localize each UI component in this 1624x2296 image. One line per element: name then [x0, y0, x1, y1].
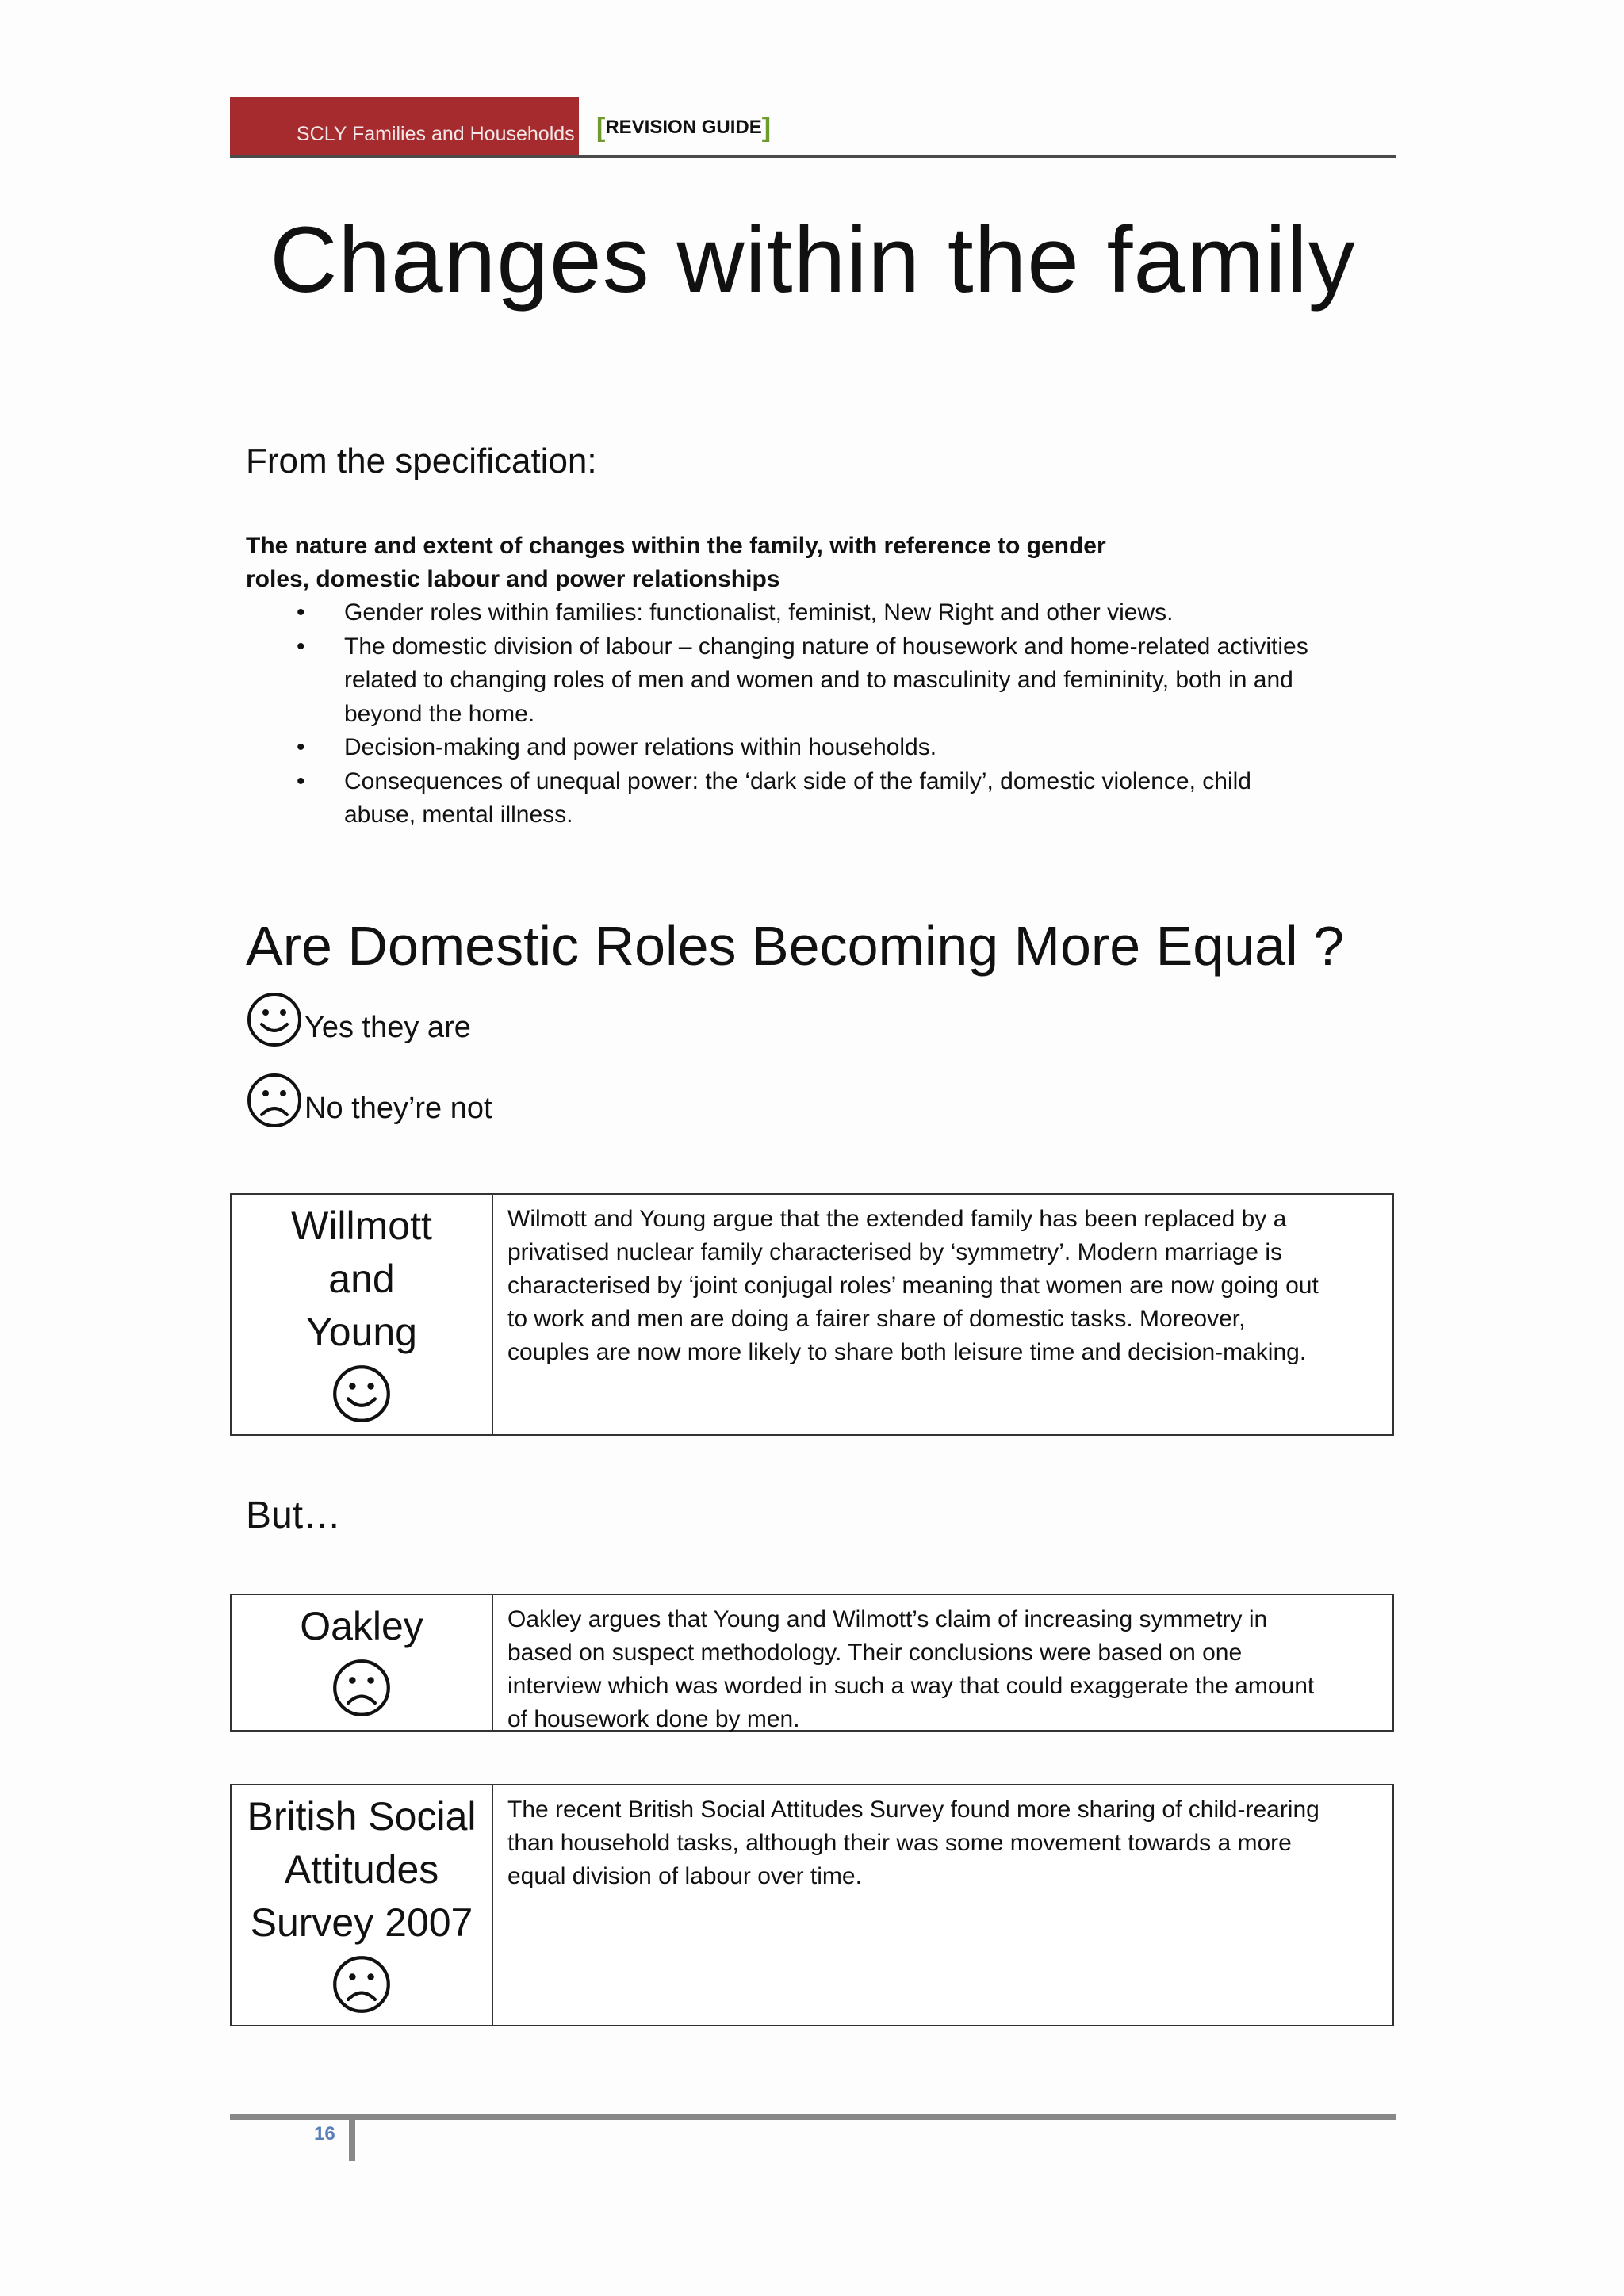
list-item-line: beyond the home. — [344, 700, 535, 727]
smiley-face-icon — [246, 991, 303, 1048]
list-item-line: Consequences of unequal power: the ‘dark side of the family’, domestic violence, child — [344, 767, 1251, 794]
source-name-line: Survey 2007 — [250, 1900, 473, 1945]
list-item-line: The domestic division of labour – changing nature of housework and home-related activities — [344, 633, 1308, 660]
source-name-line: British Social — [247, 1794, 477, 1839]
footer-tick — [349, 2114, 355, 2161]
list-item-line: related to changing roles of men and women and to masculinity and femininity, both in and — [344, 667, 1293, 693]
source-name-line: Oakley — [300, 1604, 423, 1648]
spec-bold-line: The nature and extent of changes within the family, with reference to gender — [246, 533, 1106, 559]
answer-no-text: No they’re not — [304, 1092, 492, 1125]
answer-no — [246, 1072, 492, 1129]
list-item — [246, 630, 1396, 732]
but-text: But… — [246, 1494, 342, 1536]
bullet-icon: • — [297, 767, 305, 794]
evidence-text-cell — [493, 1195, 1392, 1434]
evidence-text-line: characterised by ‘joint conjugal roles’ meaning that women are now going out — [508, 1272, 1319, 1299]
list-item-line: abuse, mental illness. — [344, 802, 573, 828]
evidence-text-line: of housework done by men. — [508, 1706, 800, 1732]
source-name-line: and — [328, 1257, 395, 1301]
evidence-table-bsa-survey — [230, 1784, 1394, 2026]
bracket-close: ] — [761, 112, 772, 143]
evidence-text-line: couples are now more likely to share both leisure time and decision-making. — [508, 1339, 1307, 1365]
evidence-text-cell — [493, 1595, 1392, 1730]
evidence-text-line: interview which was worded in such a way that could exaggerate the amount — [508, 1673, 1315, 1699]
footer-rule — [230, 2114, 1396, 2120]
bracket-open: [ — [596, 112, 606, 143]
frowning-face-icon — [331, 1954, 392, 2015]
page-number: 16 — [314, 2123, 335, 2145]
list-item — [246, 596, 1396, 630]
evidence-source-cell — [232, 1785, 493, 2025]
header-guide-label — [596, 109, 771, 146]
source-name-line: Young — [306, 1310, 417, 1354]
evidence-text-line: based on suspect methodology. Their conclusions were based on one — [508, 1640, 1243, 1666]
evidence-text-line: Wilmott and Young argue that the extended family has been replaced by a — [508, 1206, 1287, 1232]
header-rule — [230, 155, 1396, 158]
spec-heading: From the specification: — [246, 442, 597, 480]
evidence-source-cell — [232, 1595, 493, 1730]
section-heading: Are Domestic Roles Becoming More Equal ? — [246, 915, 1345, 977]
frowning-face-icon — [246, 1072, 303, 1129]
evidence-text-line: privatised nuclear family characterised by ‘symmetry’. Modern marriage is — [508, 1239, 1282, 1265]
evidence-text-cell — [493, 1785, 1392, 2025]
answer-yes-text: Yes they are — [304, 1011, 471, 1044]
header-course-banner — [230, 97, 579, 155]
evidence-text-line: Oakley argues that Young and Wilmott’s claim of increasing symmetry in — [508, 1606, 1268, 1632]
revision-guide-text: REVISION GUIDE — [605, 117, 762, 138]
evidence-text-line: equal division of labour over time. — [508, 1863, 862, 1889]
frowning-face-icon — [331, 1658, 392, 1718]
smiley-face-icon — [331, 1364, 392, 1424]
evidence-table-oakley — [230, 1594, 1394, 1732]
header-course-title: SCLY Families and Households — [297, 123, 575, 145]
evidence-table-willmott-young — [230, 1193, 1394, 1436]
bullet-icon: • — [297, 599, 305, 626]
evidence-text-line: The recent British Social Attitudes Survey found more sharing of child-rearing — [508, 1797, 1320, 1823]
page-title: Changes within the family — [270, 208, 1356, 312]
spec-bold-statement — [246, 530, 1388, 596]
evidence-text-line: than household tasks, although their was some movement towards a more — [508, 1830, 1292, 1856]
source-name-line: Willmott — [291, 1203, 432, 1248]
bullet-icon: • — [297, 734, 305, 760]
list-item-line: Decision-making and power relations within households. — [344, 734, 937, 760]
bullet-icon: • — [297, 633, 305, 660]
answer-yes — [246, 991, 471, 1048]
spec-bullet-list — [246, 596, 1396, 832]
spec-bold-line: roles, domestic labour and power relationships — [246, 566, 780, 592]
evidence-source-cell — [232, 1195, 493, 1434]
source-name-line: Attitudes — [284, 1847, 439, 1892]
list-item-line: Gender roles within families: functionalist, feminist, New Right and other views. — [344, 599, 1174, 626]
evidence-text-line: to work and men are doing a fairer share of domestic tasks. Moreover, — [508, 1306, 1246, 1332]
list-item — [246, 765, 1396, 832]
list-item — [246, 731, 1396, 765]
